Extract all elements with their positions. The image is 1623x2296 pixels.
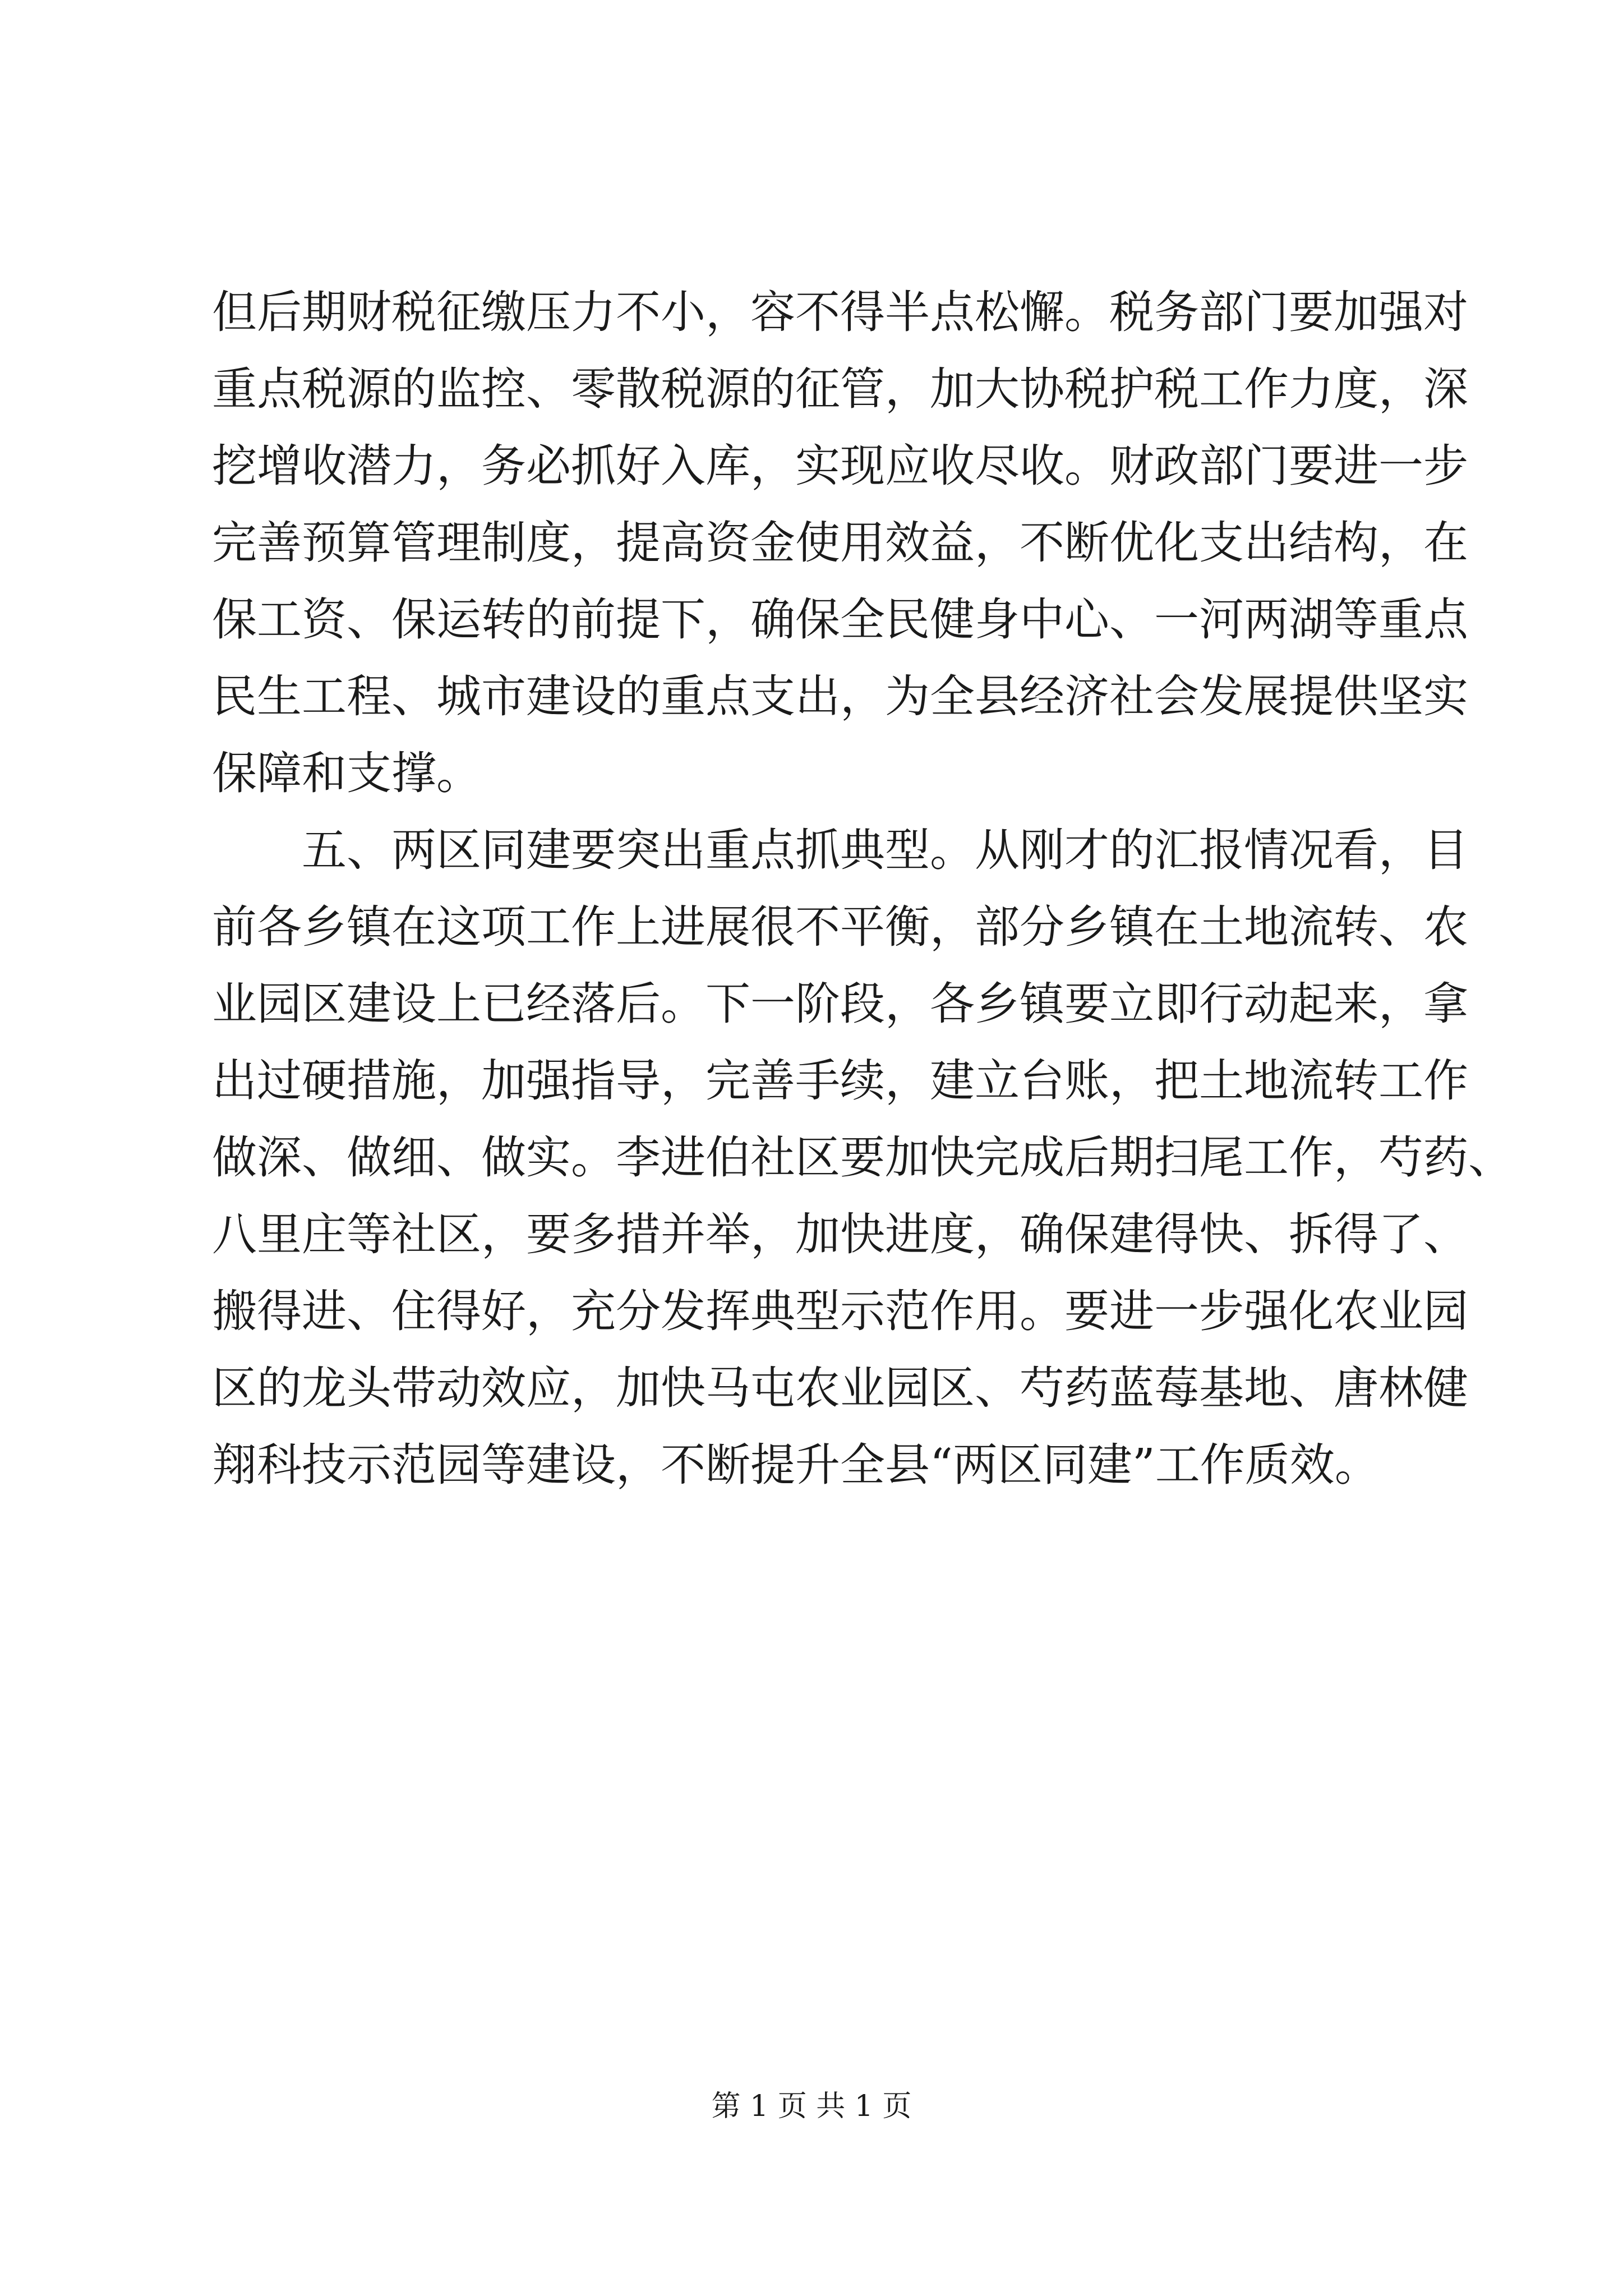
text-line: 五、两区同建要突出重点抓典型。从刚才的汇报情况看，目 xyxy=(302,824,1468,876)
page-number-footer: 第 1 页 共 1 页 xyxy=(711,2090,912,2123)
text-line: 业园区建设上已经落后。下一阶段，各乡镇要立即行动起来，拿 xyxy=(212,978,1468,1030)
text-line: 搬得进、住得好，充分发挥典型示范作用。要进一步强化农业园 xyxy=(212,1285,1468,1337)
text-line: 做深、做细、做实。李进伯社区要加快完成后期扫尾工作，芍药、 xyxy=(212,1131,1513,1184)
document-body xyxy=(212,274,1513,1503)
text-line: 重点税源的监控、零散税源的征管，加大协税护税工作力度，深 xyxy=(212,363,1468,415)
text-line: 区的龙头带动效应，加快马屯农业园区、芍药蓝莓基地、唐林健 xyxy=(212,1362,1468,1414)
text-line: 但后期财税征缴压力不小，容不得半点松懈。税务部门要加强对 xyxy=(212,286,1468,338)
text-line: 保工资、保运转的前提下，确保全民健身中心、一河两湖等重点 xyxy=(212,593,1468,646)
text-line: 出过硬措施，加强指导，完善手续，建立台账，把土地流转工作 xyxy=(212,1055,1468,1107)
text-line: 保障和支撑。 xyxy=(212,747,481,799)
text-line: 前各乡镇在这项工作上进展很不平衡，部分乡镇在土地流转、农 xyxy=(212,901,1468,953)
text-line: 民生工程、城市建设的重点支出，为全县经济社会发展提供坚实 xyxy=(212,670,1468,723)
text-line: 挖增收潜力，务必抓好入库，实现应收尽收。财政部门要进一步 xyxy=(212,440,1468,492)
text-line: 八里庄等社区，要多措并举，加快进度，确保建得快、拆得了、 xyxy=(212,1208,1468,1260)
paragraph-2 xyxy=(212,812,1513,1503)
text-line: 翔科技示范园等建设，不断提升全县“两区同建”工作质效。 xyxy=(212,1439,1380,1491)
text-line: 完善预算管理制度，提高资金使用效益，不断优化支出结构，在 xyxy=(212,517,1468,569)
paragraph-1 xyxy=(212,274,1468,812)
